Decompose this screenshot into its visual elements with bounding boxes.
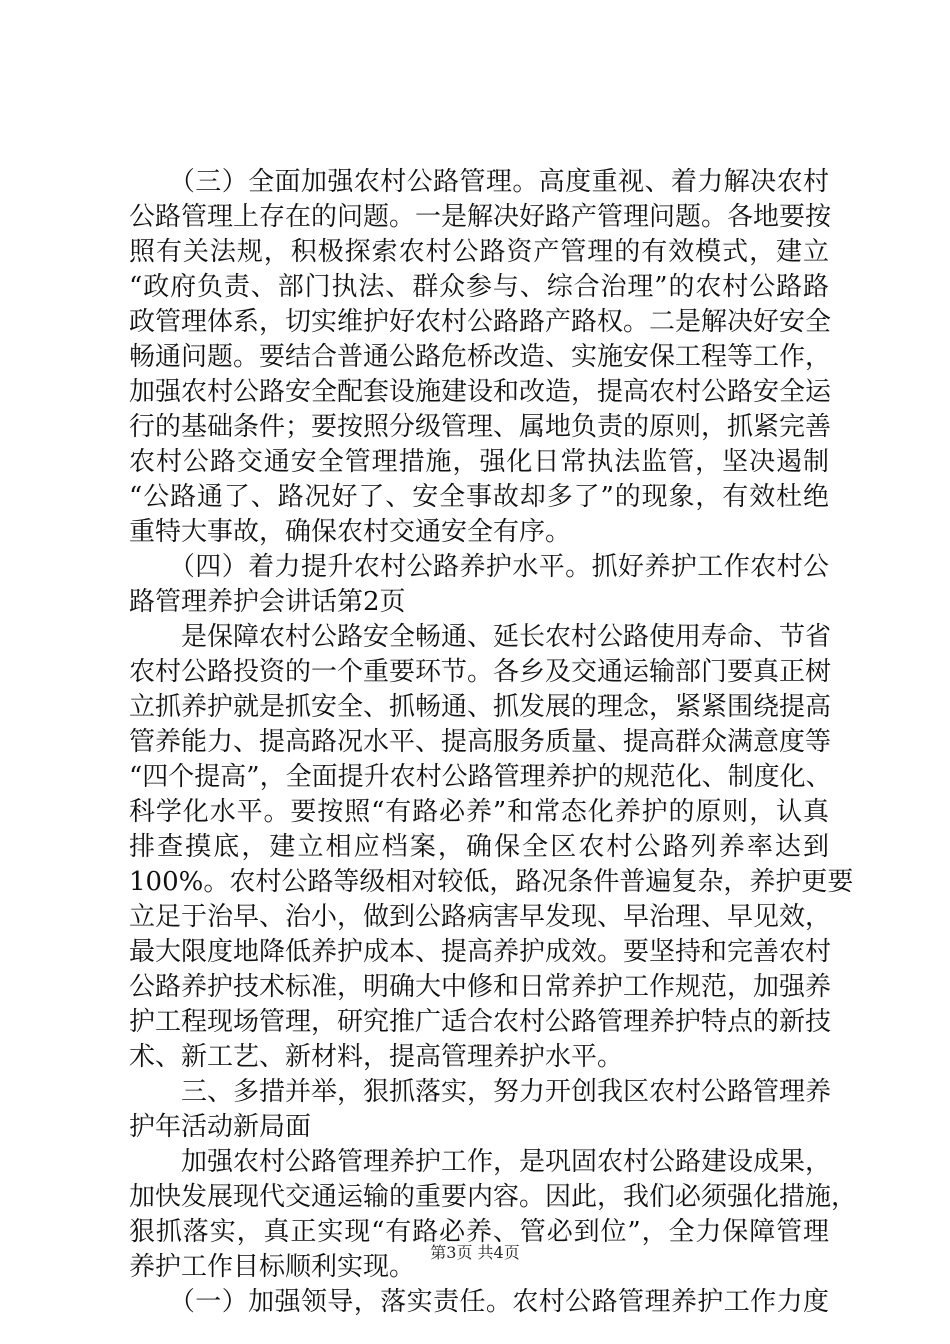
text-line: 公路管理上存在的问题。一是解决好路产管理问题。各地要按 [129,202,832,232]
text-line: （一）加强领导，落实责任。农村公路管理养护工作力度 [129,1287,829,1317]
text-line: 护年活动新局面 [129,1112,312,1142]
text-line: 行的基础条件；要按照分级管理、属地负责的原则，抓紧完善 [129,412,832,442]
text-line: 照有关法规，积极探索农村公路资产管理的有效模式，建立 [129,237,829,267]
text-line: 三、多措并举，狠抓落实，努力开创我区农村公路管理养 [129,1077,832,1107]
text-line: 管养能力、提高路况水平、提高服务质量、提高群众满意度等 [129,727,832,757]
text-line: 农村公路交通安全管理措施，强化日常执法监管，坚决遏制 [129,447,829,477]
page-number-label: 第3页 共4页 [430,1243,520,1262]
text-line: 狠抓落实，真正实现“有路必养、管必到位”，全力保障管理 [129,1217,829,1247]
text-line: 农村公路投资的一个重要环节。各乡及交通运输部门要真正树 [129,657,832,687]
page-footer [0,1243,950,1263]
text-line: 畅通问题。要结合普通公路危桥改造、实施安保工程等工作， [129,342,832,372]
text-line: 100%。农村公路等级相对较低，路况条件普遍复杂，养护更要 [129,867,854,897]
text-line: 护工程现场管理，研究推广适合农村公路管理养护特点的新技 [129,1007,832,1037]
text-line: 立足于治早、治小，做到公路病害早发现、早治理、早见效， [129,902,832,932]
text-line: 加快发展现代交通运输的重要内容。因此，我们必须强化措施， [129,1182,858,1212]
text-line: （四）着力提升农村公路养护水平。抓好养护工作农村公 [129,552,829,582]
text-line: 加强农村公路管理养护工作，是巩固农村公路建设成果， [129,1147,832,1177]
text-line: “公路通了、路况好了、安全事故却多了”的现象，有效杜绝 [129,482,829,512]
text-line: 立抓养护就是抓安全、抓畅通、抓发展的理念，紧紧围绕提高 [129,692,832,722]
text-line: 公路养护技术标准，明确大中修和日常养护工作规范，加强养 [129,972,832,1002]
body-text [129,165,858,1320]
text-line: 最大限度地降低养护成本、提高养护成效。要坚持和完善农村 [129,937,832,967]
text-line: 政管理体系，切实维护好农村公路路产路权。二是解决好安全 [129,307,832,337]
text-line: 加强农村公路安全配套设施建设和改造，提高农村公路安全运 [129,377,832,407]
text-line: “政府负责、部门执法、群众参与、综合治理”的农村公路路 [129,272,829,302]
text-line: 是保障农村公路安全畅通、延长农村公路使用寿命、节省 [129,622,832,652]
text-line: 排查摸底，建立相应档案，确保全区农村公路列养率达到 [129,832,829,862]
text-line: 科学化水平。要按照“有路必养”和常态化养护的原则，认真 [129,797,829,827]
text-line: 养护工作目标顺利实现。 [129,1252,416,1282]
text-line: 术、新工艺、新材料，提高管理养护水平。 [129,1042,624,1072]
text-line: （三）全面加强农村公路管理。高度重视、着力解决农村 [129,167,829,197]
text-line: “四个提高”，全面提升农村公路管理养护的规范化、制度化、 [129,762,832,792]
text-line: 重特大事故，确保农村交通安全有序。 [129,517,572,547]
text-line: 路管理养护会讲话第2页 [129,587,406,617]
